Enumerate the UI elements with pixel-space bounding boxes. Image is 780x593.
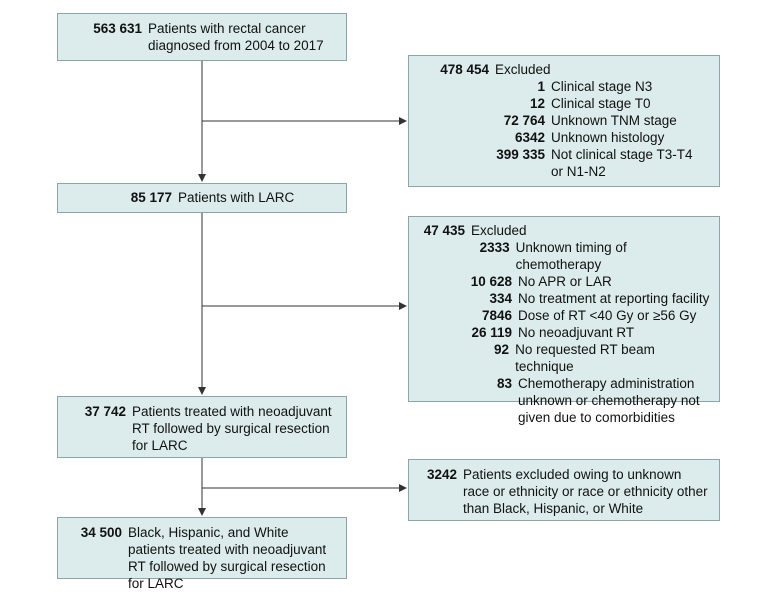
box-text: Patients with LARC [178,190,295,205]
box-count: 563 631 [93,21,142,36]
exclusion-total: 478 454 [440,62,489,77]
exclusion-item-text: No treatment at reporting facility [518,291,710,306]
exclusion-item-text: Clinical stage N3 [551,79,653,94]
box-text: Black, Hispanic, and White patients treated with neoadjuvant RT followed by surgical resection for LARC [128,525,327,591]
exclusion-box-3 [408,459,720,521]
exclusion-total: 3242 [426,467,457,482]
exclusion-label: Excluded [471,223,527,238]
exclusion-box-2 [408,216,720,425]
box-larc-patients [57,183,347,213]
exclusion-item-count: 399 335 [496,147,545,162]
exclusion-item-text: No APR or LAR [518,274,612,289]
exclusion-item-count: 6342 [514,130,545,145]
exclusion-item-text: Chemotherapy administration unknown or chemotherapy not given due to comorbidities [518,376,700,425]
exclusion-item-text: No neoadjuvant RT [518,325,635,340]
exclusion-item-text: Unknown histology [551,130,665,145]
exclusion-total: 47 435 [423,223,465,238]
exclusion-item-text: No requested RT beam technique [515,342,655,374]
box-neoadjuvant-rt-patients [57,396,347,458]
exclusion-item-count: 12 [529,96,545,111]
exclusion-item-count: 92 [494,342,510,357]
exclusion-item-count: 26 119 [471,325,512,340]
box-text: Patients with rectal cancer diagnosed from 2004 to 2017 [148,21,324,53]
exclusion-item-count: 1 [537,79,545,94]
exclusion-item-text: Unknown TNM stage [551,113,677,128]
exclusion-item-count: 2333 [479,240,510,255]
exclusion-box-1 [408,55,720,187]
exclusion-item-count: 10 628 [470,274,512,289]
exclusion-item-text: Clinical stage T0 [551,96,651,111]
box-final-cohort [57,517,347,591]
box-count: 34 500 [80,525,122,540]
exclusion-item-count: 83 [496,376,512,391]
exclusion-item-count: 7846 [481,308,512,323]
box-count: 37 742 [84,404,126,419]
exclusion-text: Patients excluded owing to unknown race or ethnicity or race or ethnicity other than Black, Hispanic, or White [463,467,708,516]
exclusion-item-count: 334 [489,291,512,306]
exclusion-item-count: 72 764 [503,113,545,128]
box-rectal-cancer-patients [57,13,347,61]
exclusion-item-text: Dose of RT <40 Gy or ≥56 Gy [518,308,697,323]
exclusion-item-text: Unknown timing of chemotherapy [515,240,627,272]
exclusion-label: Excluded [495,62,551,77]
box-text: Patients treated with neoadjuvant RT followed by surgical resection for LARC [132,404,332,453]
exclusion-item-text: Not clinical stage T3-T4 or N1-N2 [551,147,693,179]
box-count: 85 177 [130,190,172,205]
